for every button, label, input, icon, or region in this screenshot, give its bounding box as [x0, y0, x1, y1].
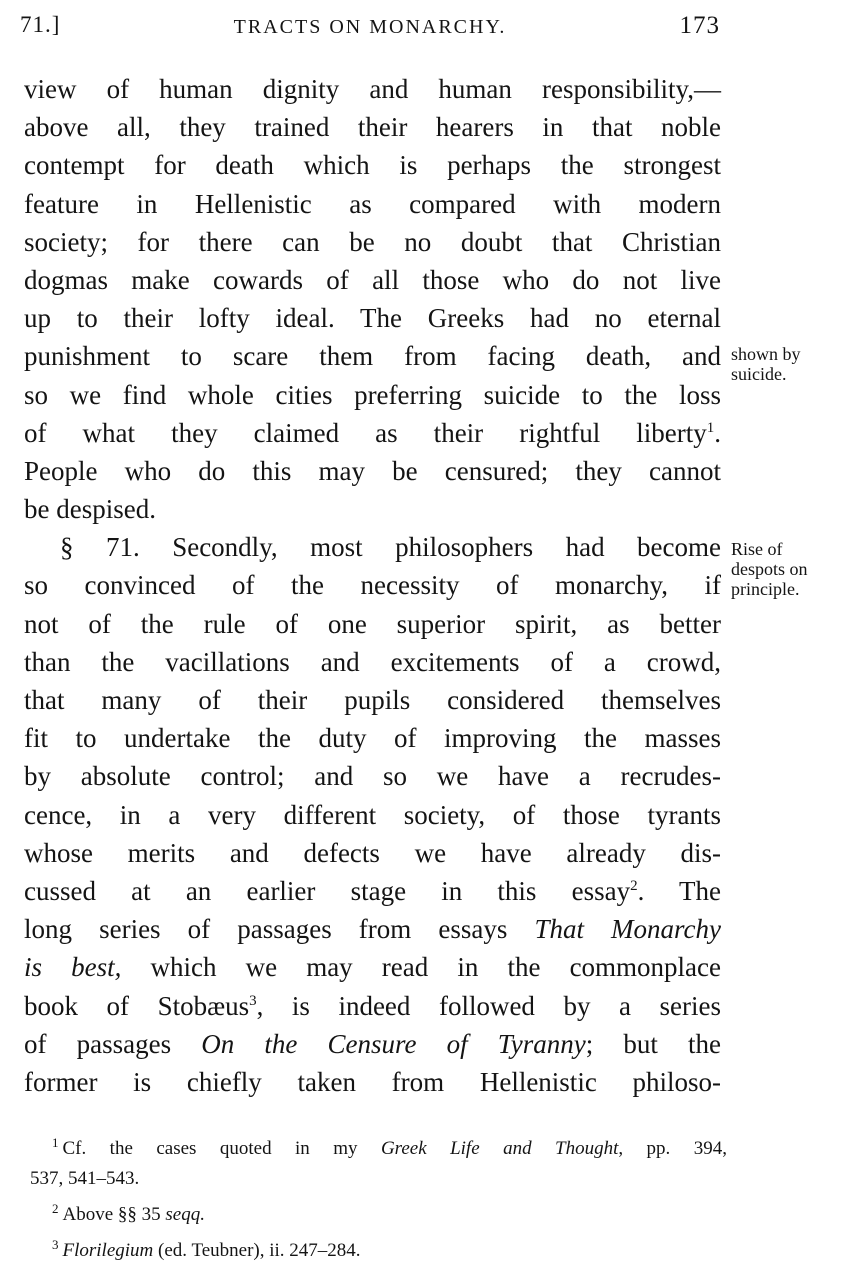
- footnote-mark: 3: [52, 1237, 59, 1252]
- section-marker: 71.]: [20, 12, 61, 37]
- running-header: [20, 12, 720, 48]
- text-line: whose merits and defects we have already dis-: [24, 837, 721, 868]
- text-line: above all, they trained their hearers in that noble: [24, 112, 721, 143]
- text-line: society; for there can be no doubt that Christian: [24, 226, 721, 257]
- footnote-1-cont: 537, 541–543.: [30, 1168, 140, 1189]
- text-span: of what they claimed as their rightful liberty: [24, 417, 707, 448]
- text-span: Above §§ 35: [62, 1204, 161, 1225]
- text-span: .: [714, 417, 721, 448]
- text-line: [24, 910, 721, 948]
- footnote-mark: 1: [52, 1135, 59, 1150]
- footnote-1: [30, 1128, 727, 1164]
- text-span: , pp. 394,: [618, 1138, 727, 1159]
- footnotes: [30, 1128, 727, 1266]
- footnote-2: [30, 1194, 727, 1230]
- margin-note-line: despots on: [731, 559, 808, 579]
- text-line: view of human dignity and human responsibility,—: [24, 74, 721, 104]
- text-line: [24, 948, 721, 986]
- text-line: cence, in a very different society, of those tyrants: [24, 799, 721, 830]
- margin-note-shown-by-suicide: [731, 344, 861, 384]
- text-span: cussed at an earlier stage in this essay: [24, 875, 631, 906]
- footnote-mark: 2: [52, 1201, 59, 1216]
- running-title: TRACTS ON MONARCHY.: [233, 16, 507, 38]
- margin-note-line: principle.: [731, 579, 800, 599]
- body-text: [24, 70, 721, 1101]
- footnote-ref-2[interactable]: 2: [630, 877, 638, 894]
- text-span: of passages: [24, 1028, 172, 1059]
- text-span: long series of passages from essays: [24, 914, 508, 945]
- text-line: [24, 872, 721, 910]
- italic-title: Greek Life and Thought: [380, 1138, 619, 1159]
- text-span: Cf. the cases quoted in my: [62, 1138, 358, 1159]
- text-line: so convinced of the necessity of monarchy, if: [24, 570, 721, 601]
- text-line: by absolute control; and so we have a recrudes-: [24, 761, 721, 792]
- text-span: (ed. Teubner), ii. 247–284.: [158, 1240, 361, 1261]
- text-line: [24, 414, 721, 452]
- text-span: book of Stobæus: [24, 990, 250, 1021]
- italic-title: is best,: [24, 952, 122, 983]
- margin-note-line: shown by: [731, 344, 801, 364]
- text-span: which we may read in the commonplace: [150, 952, 722, 983]
- text-line: [24, 1025, 721, 1063]
- text-line: § 71. Secondly, most philosophers had become: [60, 532, 721, 563]
- text-line: so we find whole cities preferring suicide to the loss: [24, 379, 721, 410]
- footnote-ref-1[interactable]: 1: [706, 419, 715, 436]
- text-line: former is chiefly taken from Hellenistic philoso-: [24, 1066, 721, 1097]
- footnote-3: [30, 1230, 727, 1266]
- text-line: up to their lofty ideal. The Greeks had no eternal: [24, 303, 721, 334]
- text-line: be despised.: [24, 494, 156, 525]
- text-line: contempt for death which is perhaps the strongest: [24, 150, 721, 181]
- page-number: 173: [679, 12, 720, 39]
- text-line: dogmas make cowards of all those who do not live: [24, 264, 721, 295]
- text-span: . The: [637, 875, 721, 906]
- text-line: that many of their pupils considered themselves: [24, 685, 721, 715]
- text-line: not of the rule of one superior spirit, as better: [24, 608, 721, 639]
- text-line: feature in Hellenistic as compared with modern: [24, 188, 721, 219]
- text-line: [24, 987, 721, 1025]
- text-span: , is indeed followed by a series: [256, 990, 721, 1021]
- text-line: People who do this may be censured; they cannot: [24, 455, 721, 486]
- italic-title: That Monarchy: [534, 914, 722, 945]
- text-line: punishment to scare them from facing death, and: [24, 341, 721, 372]
- text-span: ; but the: [585, 1028, 722, 1059]
- italic-title: Florilegium: [62, 1240, 154, 1261]
- margin-note-rise-of-despots: [731, 539, 861, 599]
- italic-title: seqq.: [165, 1204, 205, 1225]
- text-line: fit to undertake the duty of improving the masses: [24, 723, 721, 754]
- footnote-ref-3[interactable]: 3: [249, 992, 257, 1009]
- margin-note-line: suicide.: [731, 364, 787, 384]
- text-line: than the vacillations and excitements of a crowd,: [24, 646, 721, 677]
- margin-note-line: Rise of: [731, 539, 783, 559]
- italic-title: On the Censure of Tyranny: [201, 1028, 586, 1059]
